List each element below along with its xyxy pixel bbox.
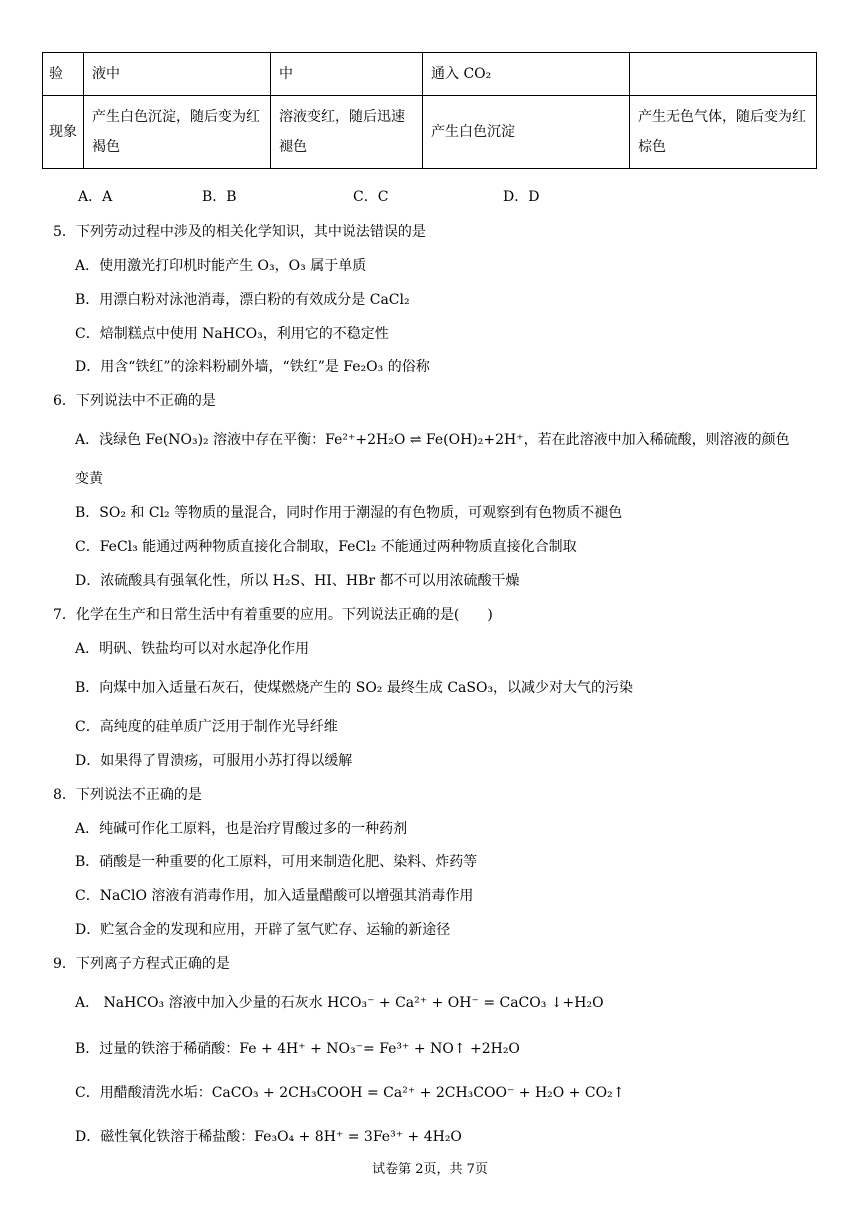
q8-option-d[interactable]: D．贮氢合金的发现和应用，开辟了氢气贮存、运输的新途径	[75, 922, 451, 938]
q9-option-a[interactable]: A． NaHCO₃ 溶液中加入少量的石灰水 HCO₃⁻ + Ca²⁺ + OH⁻ = CaCO₃ ↓+H₂O	[75, 995, 604, 1011]
table-row	[43, 96, 817, 169]
q6-option-a[interactable]: A．浅绿色 Fe(NO₃)₂ 溶液中存在平衡：Fe²⁺+2H₂O ⇌ Fe(OH)₂+2H⁺，若在此溶液中加入稀硫酸，则溶液的颜色	[75, 432, 790, 448]
q6-option-b[interactable]: B．SO₂ 和 Cl₂ 等物质的量混合，同时作用于潮湿的有色物质，可观察到有色物质不褪色	[75, 505, 623, 521]
option-c[interactable]: C．C	[353, 189, 389, 205]
table-cell: 中	[271, 53, 423, 96]
option-d[interactable]: D．D	[503, 189, 540, 205]
q6-stem: 6．下列说法中不正确的是	[53, 393, 216, 409]
table-cell: 溶液变红，随后迅速褪色	[271, 96, 423, 169]
experiment-table	[42, 52, 817, 169]
q9-option-b[interactable]: B．过量的铁溶于稀硝酸：Fe + 4H⁺ + NO₃⁻= Fe³⁺ + NO↑ +2H₂O	[75, 1041, 520, 1057]
q8-option-a[interactable]: A．纯碱可作化工原料，也是治疗胃酸过多的一种药剂	[75, 821, 408, 837]
q7-option-c[interactable]: C．高纯度的硅单质广泛用于制作光导纤维	[75, 719, 338, 735]
table-cell: 现象	[43, 96, 84, 169]
table-cell: 产生白色沉淀	[423, 96, 630, 169]
table-cell: 产生白色沉淀，随后变为红褐色	[84, 96, 271, 169]
q5-option-c[interactable]: C．焙制糕点中使用 NaHCO₃，利用它的不稳定性	[75, 326, 389, 342]
q5-option-b[interactable]: B．用漂白粉对泳池消毒，漂白粉的有效成分是 CaCl₂	[75, 292, 410, 308]
table-cell: 产生无色气体，随后变为红棕色	[630, 96, 817, 169]
option-a[interactable]: A．A	[78, 189, 113, 205]
q7-option-b[interactable]: B．向煤中加入适量石灰石，使煤燃烧产生的 SO₂ 最终生成 CaSO₃，以减少对大气的污染	[75, 680, 634, 696]
q6-option-d[interactable]: D．浓硫酸具有强氧化性，所以 H₂S、HI、HBr 都不可以用浓硫酸干燥	[75, 573, 520, 589]
page-footer: 试卷第 2页，共 7页	[372, 1162, 488, 1177]
q9-stem: 9．下列离子方程式正确的是	[53, 956, 230, 972]
q6-option-a-cont: 变黄	[75, 471, 103, 487]
table-cell: 通入 CO₂	[423, 53, 630, 96]
q8-stem: 8．下列说法不正确的是	[53, 787, 202, 803]
table-cell	[630, 53, 817, 96]
table-row	[43, 53, 817, 96]
table-cell: 验	[43, 53, 84, 96]
q6-option-c[interactable]: C．FeCl₃ 能通过两种物质直接化合制取，FeCl₂ 不能通过两种物质直接化合制取	[75, 539, 577, 555]
table-cell: 液中	[84, 53, 271, 96]
q4-options	[78, 186, 778, 206]
q8-option-b[interactable]: B．硝酸是一种重要的化工原料，可用来制造化肥、染料、炸药等	[75, 854, 478, 870]
q7-option-d[interactable]: D．如果得了胃溃疡，可服用小苏打得以缓解	[75, 753, 353, 769]
q5-option-a[interactable]: A．使用激光打印机时能产生 O₃，O₃ 属于单质	[75, 258, 367, 274]
q5-stem: 5．下列劳动过程中涉及的相关化学知识，其中说法错误的是	[53, 224, 426, 240]
q7-stem: 7．化学在生产和日常生活中有着重要的应用。下列说法正确的是( )	[53, 607, 493, 623]
q8-option-c[interactable]: C．NaClO 溶液有消毒作用，加入适量醋酸可以增强其消毒作用	[75, 888, 474, 904]
q5-option-d[interactable]: D．用含“铁红”的涂料粉刷外墙，“铁红”是 Fe₂O₃ 的俗称	[75, 359, 430, 375]
option-b[interactable]: B．B	[202, 189, 237, 205]
q7-option-a[interactable]: A．明矾、铁盐均可以对水起净化作用	[75, 641, 310, 657]
q9-option-c[interactable]: C．用醋酸清洗水垢：CaCO₃ + 2CH₃COOH = Ca²⁺ + 2CH₃COO⁻ + H₂O + CO₂↑	[75, 1085, 625, 1101]
q9-option-d[interactable]: D．磁性氧化铁溶于稀盐酸：Fe₃O₄ + 8H⁺ = 3Fe³⁺ + 4H₂O	[75, 1129, 462, 1145]
